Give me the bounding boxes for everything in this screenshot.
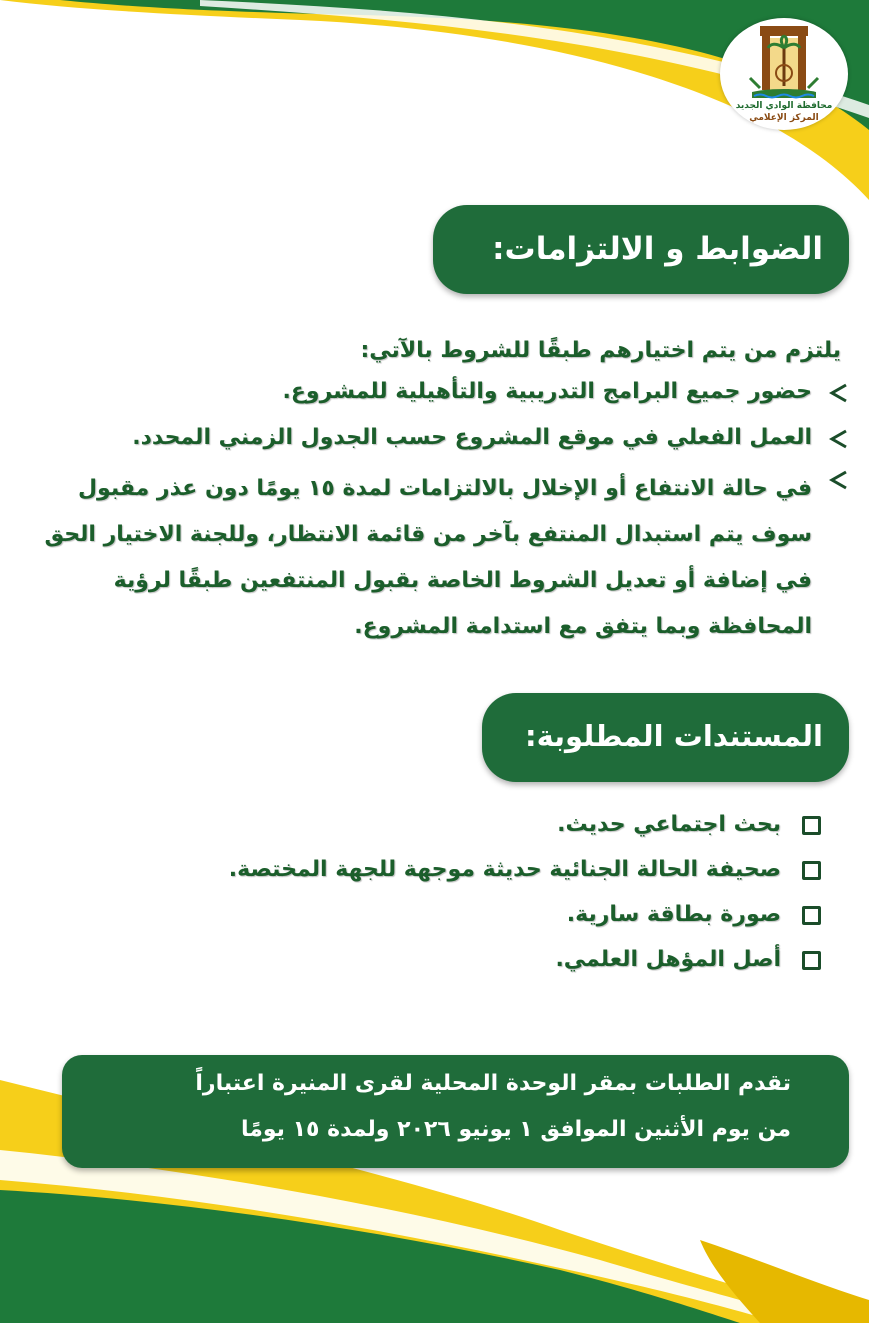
rule-item [12,466,812,650]
notice-line-1: تقدم الطلبات بمقر الوحدة المحلية لقرى المنيرة اعتباراً [195,1071,791,1096]
rule-item-text: العمل الفعلي في موقع المشروع حسب الجدول الزمني المحدد. [132,425,812,450]
rule-item [283,379,812,404]
document-item [557,812,781,837]
rules-intro: يلتزم من يتم اختيارهم طبقًا للشروط بالآتي: [360,338,841,363]
arrow-icon [824,466,852,494]
document-item-text: بحث اجتماعي حديث. [557,812,781,837]
checkbox-icon [802,951,821,970]
arrow-icon [824,379,852,407]
documents-section-heading [482,693,849,782]
document-item-text: أصل المؤهل العلمي. [555,947,781,972]
rules-section-heading [433,205,849,294]
document-item [555,947,781,972]
notice-line-2: من يوم الأثنين الموافق ١ يونيو ٢٠٢٦ ولمدة ١٥ يومًا [240,1117,791,1142]
rule-item-text: في حالة الانتفاع أو الإخلال بالالتزامات لمدة ١٥ يومًا دون عذر مقبول سوف يتم استبدال المنتفع بآخر من قائمة الانتظار، وللجنة الاختيار الحق في إضافة أو تعديل الشروط الخاصة بقبول المنتفعين طبقًا لرؤية المحافظة وبما يتفق مع استدامة المشروع. [44,476,812,639]
rules-section-title: الضوابط و الالتزامات: [492,231,823,267]
governorate-logo [720,18,848,130]
checkbox-icon [802,906,821,925]
document-item-text: صورة بطاقة سارية. [566,902,781,927]
document-item [229,857,781,882]
document-item-text: صحيفة الحالة الجنائية حديثة موجهة للجهة المختصة. [228,857,781,882]
application-notice-box [62,1055,849,1168]
rule-item [132,425,812,450]
logo-text-media-center: المركز الإعلامي [749,113,819,123]
rule-item-text: حضور جميع البرامج التدريبية والتأهيلية للمشروع. [282,379,812,404]
checkbox-icon [802,816,821,835]
document-item [567,902,781,927]
documents-section-title: المستندات المطلوبة: [524,719,823,753]
logo-text-governorate: محافظة الوادي الجديد [735,101,833,111]
checkbox-icon [802,861,821,880]
arrow-icon [824,425,852,453]
